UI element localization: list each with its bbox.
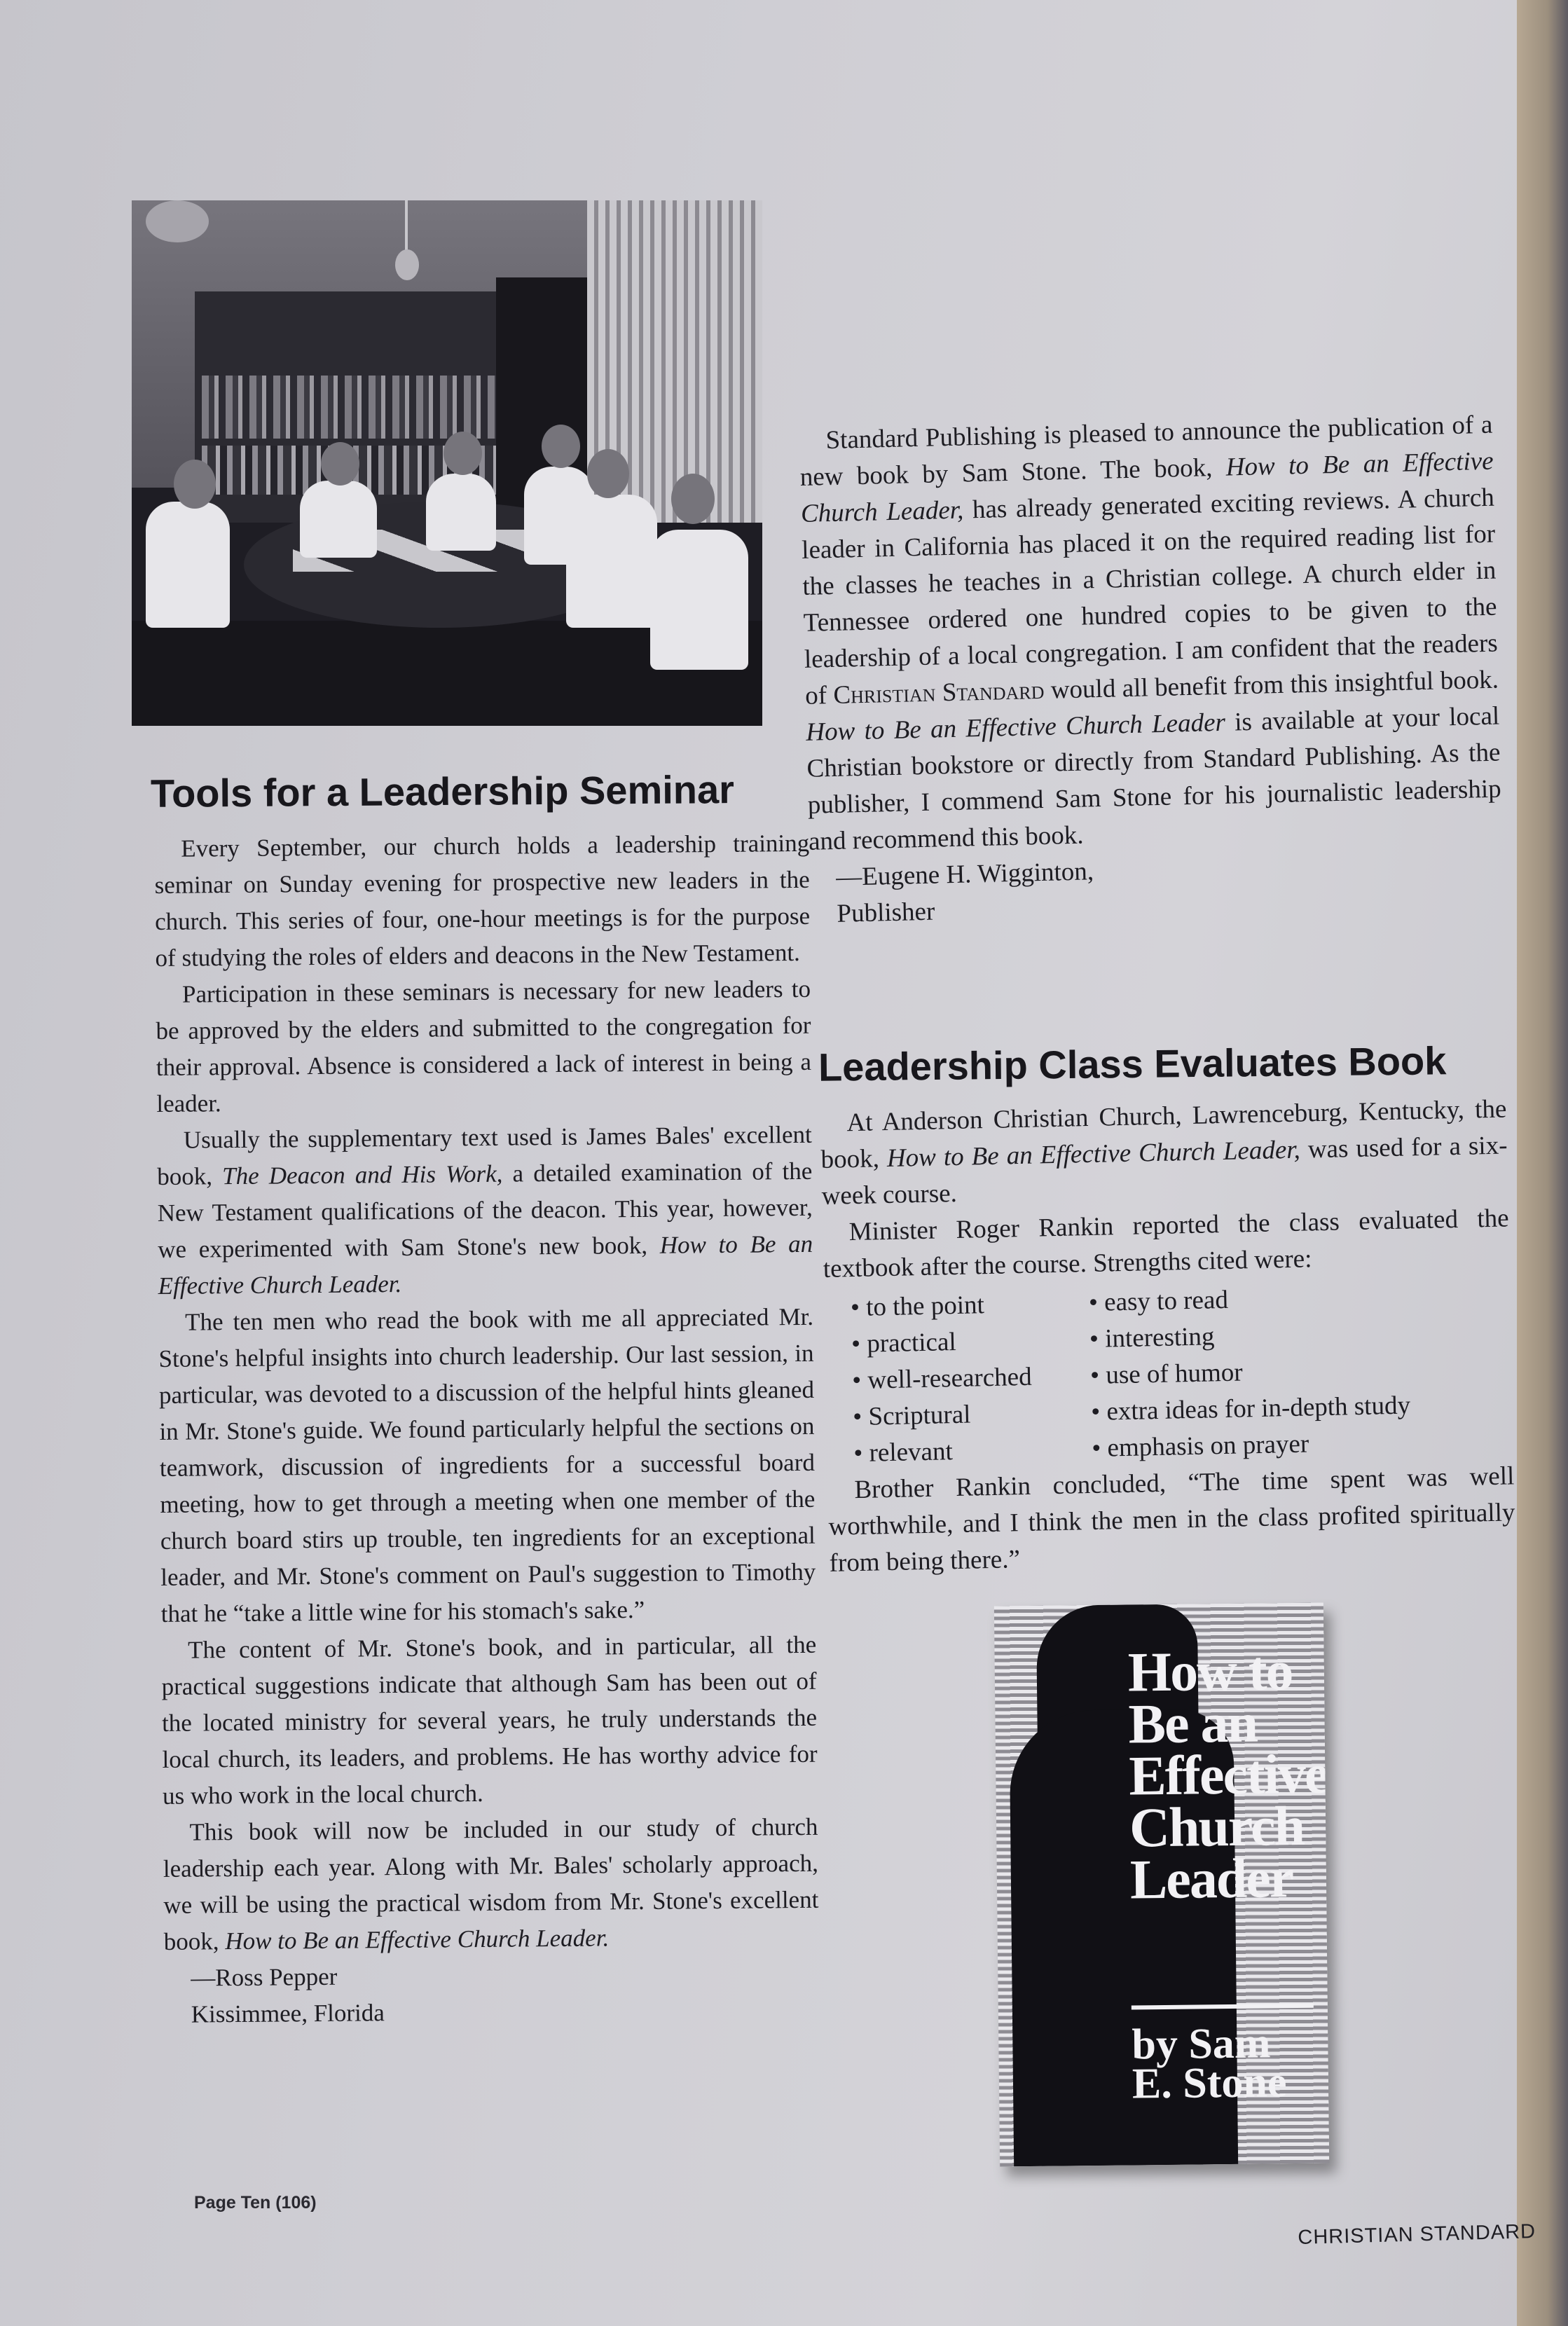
- text-run: would all benefit from this insightful book.: [1043, 665, 1499, 705]
- book-title: How to Be an Effective Church Leader.: [225, 1924, 610, 1955]
- paragraph: [163, 1809, 819, 1960]
- photo-man: [650, 530, 748, 670]
- left-article-body: [154, 825, 820, 2033]
- paragraph: Minister Roger Rankin reported the class evaluated the textbook after the course. Strengths cited were:: [823, 1204, 1510, 1284]
- photo-man: [300, 481, 377, 558]
- paragraph: Participation in these seminars is necessary for new leaders to be approved by the elders and submitted to the congregation for their approval. Absence is considered a lack of interest in being a leader.: [156, 975, 812, 1117]
- photo-man-head: [542, 425, 580, 468]
- strength-item: • use of humor: [1090, 1349, 1525, 1394]
- page-edge: [1517, 0, 1568, 2326]
- text-run: is available at your local Christian bookstore or directly from Standard Publishing. As the publisher, I commend Sam Stone for his journalistic leadership and recommend this book.: [806, 701, 1502, 856]
- strengths-list: [851, 1276, 1514, 1472]
- publication-name: CHRISTIAN STANDARD: [1298, 2220, 1536, 2249]
- strength-item: • well-researched: [852, 1358, 1091, 1399]
- strength-item: • practical: [851, 1321, 1090, 1363]
- meeting-photo: [132, 200, 762, 726]
- strength-item: • extra ideas for in-depth study: [1091, 1385, 1526, 1431]
- left-article-title: Tools for a Leadership Seminar: [150, 767, 735, 816]
- publisher-announcement: [799, 407, 1504, 933]
- magazine-name: Christian Standard: [832, 675, 1045, 710]
- right-article-body: [820, 1091, 1516, 1581]
- text-run: was used for a six-week course.: [821, 1131, 1508, 1211]
- signature-title: Publisher: [837, 897, 935, 928]
- photo-ceiling-lamp: [146, 200, 209, 242]
- paragraph: [820, 1091, 1508, 1214]
- paragraph: Every September, our church holds a leadership training seminar on Sunday evening for prospective new leaders in the church. This series of four, one-hour meetings is for the purpose of studying the roles of elders and deacons in the New Testament.: [154, 829, 811, 972]
- photo-man-head: [587, 449, 629, 498]
- book-title: How to Be an Effective Church Leader,: [800, 446, 1494, 528]
- strength-item: • Scriptural: [853, 1394, 1092, 1436]
- cover-title: How to Be an Effective Church Leader: [1127, 1640, 1328, 1911]
- paragraph: The ten men who read the book with me all appreciated Mr. Stone's helpful insights into church leadership. Our last session, in particular, was devoted to a discussion of the helpful hints gleaned in Mr. Stone's guide. We found particularly helpful the sections on teamwork, discussion of ingredients for a successful board meeting, how to get through a meeting when one member of the church board stirs up trouble, ten ingredients for an exceptional leader, and Mr. Stone's comment on Paul's suggestion to Timothy that he “take a little wine for his stomach's sake.”: [158, 1302, 816, 1627]
- photo-books-row: [202, 376, 517, 439]
- text-run: Standard Publishing is pleased to announce the publication of a new book by Sam Stone. The book,: [799, 410, 1493, 492]
- strength-item: • relevant: [853, 1431, 1092, 1472]
- signature-name: —Ross Pepper: [191, 1962, 338, 1992]
- text-run: Usually the supplementary text used is James Bales' excellent book,: [157, 1120, 812, 1190]
- strength-item: • to the point: [851, 1285, 1089, 1326]
- book-title: The Deacon and His Work,: [222, 1159, 503, 1190]
- signature-name: —Eugene H. Wigginton,: [835, 857, 1094, 892]
- text-run: This book will now be included in our study of church leadership each year. Along with Mr. Bales' scholarly approach, we will be using the practical wisdom from Mr. Stone's excellent book,: [163, 1812, 819, 1955]
- photo-man-head: [321, 442, 359, 486]
- photo-man-head: [671, 474, 715, 524]
- text-run: At Anderson Christian Church, Lawrenceburg, Kentucky, the book,: [820, 1094, 1507, 1174]
- text-run: has already generated exciting reviews. A church leader in California has placed it on the required reading list for the classes he teaches in a Christian college. A church elder in Tennessee ordered one hundred copies to be given to the leadership of a local congregation. I am confident that the readers of: [801, 483, 1499, 710]
- photo-lamp-cord: [405, 200, 408, 256]
- paragraph: [799, 407, 1502, 860]
- photo-man: [566, 495, 657, 628]
- paragraph: [157, 1117, 813, 1305]
- strength-item: • easy to read: [1088, 1276, 1523, 1321]
- book-title: How to Be an Effective Church Leader.: [158, 1230, 813, 1300]
- text-run: a detailed examination of the New Testament qualifications of the deacon. This year, however, we experimented with Sam Stone's new book,: [157, 1157, 813, 1263]
- photo-man-head: [174, 460, 216, 509]
- book-title: How to Be an Effective Church Leader,: [886, 1135, 1301, 1174]
- photo-man-head: [443, 432, 482, 475]
- book-title: How to Be an Effective Church Leader: [805, 708, 1226, 747]
- strength-item: • emphasis on prayer: [1092, 1422, 1527, 1467]
- signature-place: Kissimmee, Florida: [191, 1999, 385, 2028]
- page-number: Page Ten (106): [194, 2193, 317, 2213]
- right-article-title: Leadership Class Evaluates Book: [818, 1038, 1447, 1089]
- book-cover-image: [994, 1603, 1329, 2167]
- strength-item: • interesting: [1089, 1312, 1525, 1358]
- photo-lamp-shade: [395, 249, 419, 280]
- cover-author: by Sam E. Stone: [1132, 2019, 1287, 2108]
- paragraph: Brother Rankin concluded, “The time spent was well worthwhile, and I think the men in the class profited spiritually from being there.”: [828, 1461, 1515, 1578]
- paragraph: The content of Mr. Stone's book, and in particular, all the practical suggestions indicate that although Sam has been out of the located ministry for several years, he truly understands the local church, its leaders, and problems. He has worthy advice for us who work in the local church.: [161, 1630, 818, 1810]
- photo-man: [146, 502, 230, 628]
- photo-man: [426, 474, 496, 551]
